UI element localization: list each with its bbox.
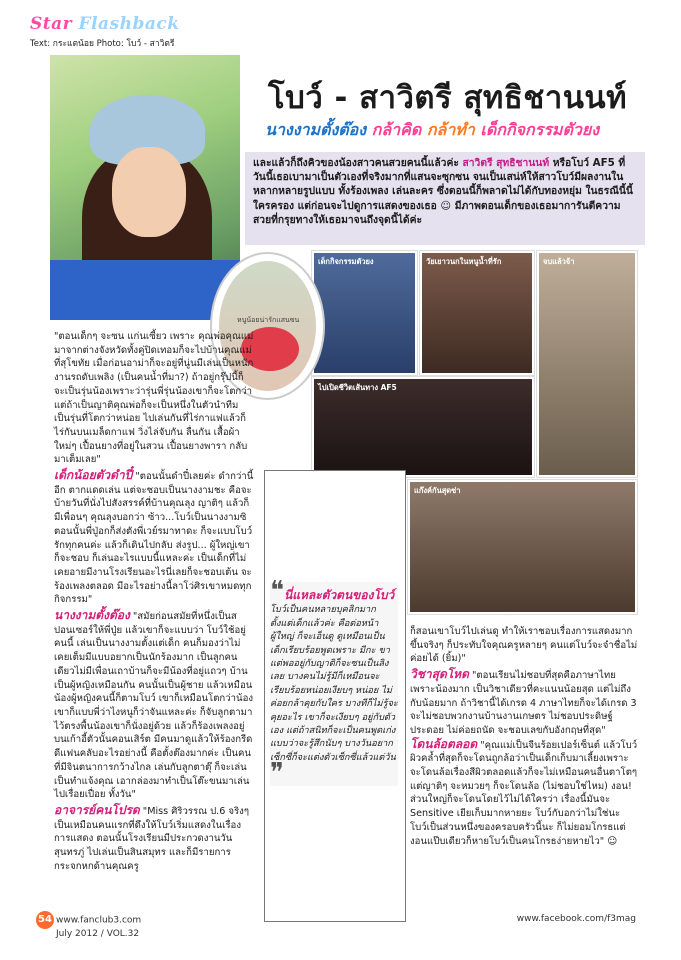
open-quote-icon: ❝ — [270, 576, 284, 606]
close-quote-icon: ❞ — [270, 758, 284, 789]
footer-issue: July 2012 / VOL.32 — [56, 929, 140, 939]
heading-teacher: อาจารย์คนโปรด — [54, 802, 140, 817]
photo-af5: ไปเปิดชีวิตเส้นทาง AF5 — [312, 377, 534, 477]
photo-childhood: วัยเยาวนกในหนูน้ำที่รัก — [420, 251, 534, 375]
photo-friends: แก๊งค์กันสุดซ่า — [408, 480, 637, 614]
heading-pageant: นางงามตั้งต๊อง — [54, 608, 130, 623]
main-portrait-photo — [50, 55, 240, 320]
heading-teased: โดนล้อตลอด — [410, 736, 478, 751]
right-column: ก็สอนเขาโบว์ไปเล่นดู ทำให้เราชอบเรื่องการแสดงมากขึ้นจริงๆ ก็ประทับใจคุณครูหลายๆ คนแต่โบว์จะจำชื่อไม่ค่อยได้ (ยิ้ม)" วิชาสุดโหด "ตอนเรียนไม่ชอบที่สุดคือภาษาไทย เพราะน้องมาก เป็นวิชาเดียวที่คะแนนน้อยสุด แต่ไม่ถึงกับน้อยมาก ถ้าวิชานี้ได้เกรด 4 ภาษาไทยก็จะได้เกรด 3 จะไม่ชอบพวกงานบ้านงานเกษตร ไม่ชอบประดิษฐ์ประดอย ไม่ค่อยถนัด จะชอบเลขกับอังกฤษที่สุด" โดนล้อตลอด "คุณแม่เป็นจีนร้อยเปอร์เซ็นต์ แล้วโบว์ผิวคล้ำที่สุดก็จะโดนถูกล้อว่าเป็นเด็กเก็บมาเลี้ยงเพราะจะโดนล้อเรื่องสีผิวตลอดแล้วก็จะไม่เหมือนคนอื่นตาโตๆ แต่ญาติๆ จะหมวยๆ ก็จะโดนล้อ (ไม่ชอบใช่ไหม) งอน! ส่วนใหญ่ก็จะโดนโดยไว้ไม่ได้ใครว่า เรื่องนี้มันจะ Sensitive เยียเก็บมากหายยะ โบว์กับอกว่าไม่ใช่นะ โบว์เป็นส่วนหนึ่งของครอบครัวนี้นะ ก็ไม่ยอมโกรธแต่งอนแป๊บเดียวก็หายโบว์เป็นคนโกรธง่ายหายไว" ☺ — [410, 626, 638, 847]
right-para-1: ก็สอนเขาโบว์ไปเล่นดู ทำให้เราชอบเรื่องการแสดงมากขึ้นจริงๆ ก็ประทับใจคุณครูหลายๆ คนแต่โบว์จะจำชื่อไม่ค่อยได้ (ยิ้ม)" — [410, 626, 638, 665]
photo-activity: เด็กกิจกรรมตัวยง — [312, 251, 417, 375]
footer-facebook[interactable]: www.facebook.com/f3mag — [516, 914, 636, 924]
footer-left — [36, 911, 141, 940]
footer-site[interactable]: www.fanclub3.com — [56, 915, 142, 926]
credit-line: Text: กระแตน้อย Photo: โบว์ - สาวิตรี — [30, 39, 175, 49]
section-header — [30, 14, 180, 34]
page-number: 54 — [36, 911, 54, 929]
photo-graduation: จบแล้วจ้า — [537, 251, 637, 477]
intro-paragraph: และแล้วก็ถึงคิวของน้องสาวคนสวยคนนี้แล้วค่ะ สาวิตรี สุทธิชานนท์ หรือโบว์ AF5 ที่วันนี้เธอเบามาเป็นตัวเองที่จริงมากที่แสนจะซุกซน จนเป็นเสน่ห์ให้สาวโบว์มีผลงานในหลากหลายรูปแบบ ทั้งร้องเพลง เล่นละคร ซึ่งตอนนี้ก็พลาดไม่ได้กับทองหยุ่ม ในธรณีนี้นี้ใครครอง แต่ก่อนจะไปดูการแสดงของเธอ ☺ มีภาพตอนเด็กของเธอมาการันตีความสวยที่กรุยทางให้เธอมาจนถึงจุดนี้ได้ค่ะ — [245, 152, 645, 245]
circle-caption: หนูน้อยน่ารักแสนซน — [237, 316, 300, 324]
article-subtitle: นางงามตั้งต๊อง กล้าคิด กล้าทำ เด็กกิจกรรมตัวยง — [265, 120, 600, 139]
article-title: โบว์ - สาวิตรี สุทธิชานนท์ — [268, 80, 628, 116]
heading-dark-kid: เด็กน้อยตัวดำปี๋ — [54, 468, 133, 483]
left-column: "ตอนเด็กๆ จะซน แก่นเซี้ยว เพราะ คุณพ่อคุณแม่มาจากต่างจังหวัดทั้งคู่ปิดเทอมก็จะไปบ้านคุณแม่ที่สุโขทัย เมื่อก่อนอาม่าก็จะอยู่ที่นู่นมีเล่นเป็นหนักงานรถดับเพลิง (เป็นคนน้ำที่มา?) ถ้าอยู่กรุ๊ปนี้ก็จะเป็นรุ่นน้องเพราะว่ารุ่นพี่รุ่นน้องเขาก็จะโตกว่า แต่ถ้าเป็นญาติคุณพ่อก็จะเป็นหนึ่งในตัวนำทีม เป็นรุ่นที่โตกว่าหน่อย ไปเล่นกันที่ไร่กาแฟแล้วก็ไร่กันบนเมล็ดกาแฟ วิ่งไล่จับกัน ลื่นกัน เสื้อผ้าใหม่ๆ เปื้อนยางที่อยู่ในสวน เปื้อนยางพารา กลับมาเต็มเลย" เด็กน้อยตัวดำปี๋ "ตอนนั้นดำปี๋เลยค่ะ ดำกว่านี้อีก ตากแดดเล่น แต่จะชอบเป็นนางงามชะ คือจะบ้ายวันที่นั่งไปสังสรรค์ที่บ้านคุณลุง ญาติๆ แล้วก็มีเพื่อนๆ คุณลุงบอกว่า ซ้าว...โบว์เป็นนางงามซิ ตอนนั้นพี่ปู่อกก็ส่งตังพี่เวย์รมาทาดะ ก็จะแบบโบว์รักทุกคนค่ะ แล้วก็เดินไปกลับ ส่งรูป... ผู้ใหญ่เขาก็จะชอบ ก็เล่นอะไรแบบนี้แหละค่ะ เป็นเด็กที่ไม่เคยอายมีงานโรงเรียนอะไรนี่เลยก็จะชอบเต้น จะร้องเพลงตลอด มีอะไรอย่างนี้ลาโว่ศิรเขาหมดทุกกิจกรรม" นางงามตั้งต๊อง "สมัยก่อนสมัยที่หนึ่งเป็นสปอนเซอร์ให้พี่ปู่ย แล้วเขาก็จะแบบว่า โบว์ใช้อยู่คนนี้ เล่นเป็นนางงามตั้งแต่เด็ก คนก็มองว่าไม่เคยเต็มมีแบบอยากเป็นนักร้องมาก เป็นลูกคนเดียวไม่มีเพื่อนเถาบ้านก็จะมีน้องที่อยู่แถวๆ บ้านเป็นผู้หญิงเหมือนกัน คนนั้นเป็นผู้ชาย แล้วเหมือนน้องผู้หญิงคนนี้ก็ตามโบว์ เขาก็เหมือนโตกว่าน้องเขาก็แบบพี่ว่าไงหนูก็ว่าจันแหละค่ะ ก็จับลูกตามาไว้ตรงพื้นน้องเขาก็นั่งอยู่ด้วย แล้วก็ร้องเพลงอยู่บนเก้าอี้ตัวนั้นคอนเสิร์ต มีคนมาดูแล้วให้ร้องกรีดดีแฟนคลับอะไรอย่างนี้ คือตั้งต๊องมากค่ะ เป็นคนที่มีจินตนาการกว้างไกล เล่นกับลูกตาตุ๊ ก็จะเล่น เป็นทำแจ้งคุณ เอากล่องมาทำเป็นโต๊ะขนมาเล่นไปเรื่อยเปื่อย ทั้งวัน" อาจารย์คนโปรด "Miss ศิริวรรณ ป.6 จริงๆ เป็นเหมือนคนแรกที่ดึงให้โบว์เริ่มแสดงในเรื่องการแสดง ตอนนั้นโรงเรียนมีประกวดงานวันสุนทรภู่ ไปเล่นเป็นสินสมุทร และก็มีรายการกระจกหกด้านคุณครู — [54, 331, 254, 872]
pull-quote: ❝นี่แหละตัวตนของโบว์ โบว์เป็นคนหลายบุคลิกมากตั้งแต่เด็กแล้วค่ะ คือต่อหน้าผู้ใหญ่ ก็จะเอ็นดู ดูเหมือนเป็นเด็กเรียบร้อยพูดเพราะ มีกะ ขา แต่พออยู่กับญาติก็จะซนเป็นลิงเลย บางคนไม่รู้มีก็เหมือนจะเรียบร้อยหน่อยเงียบๆ หน่อย ไม่ค่อยกล้าคุยกับใคร บางทีก็ไม่รู้จะคุยอะไร เขาก็จะเงียบๆ อยู่กับตัวเอง แต่ถ้าสนิทก็จะเป็นคนพูดเก่ง แบบว่าจะรู้สึกนับๆ บางวันอยากเซ็กซี่ก็จะแต่งตัวเซ็กซี่แล้วแต่วัน ❞ — [270, 576, 398, 789]
heading-tough-subject: วิชาสุดโหด — [410, 667, 469, 682]
left-para-1: "ตอนเด็กๆ จะซน แก่นเซี้ยว เพราะ คุณพ่อคุณแม่มาจากต่างจังหวัดทั้งคู่ปิดเทอมก็จะไปบ้านคุณแม่ที่สุโขทัย เมื่อก่อนอาม่าก็จะอยู่ที่นู่นมีเล่นเป็นหนักงานรถดับเพลิง (เป็นคนน้ำที่มา?) ถ้าอยู่กรุ๊ปนี้ก็จะเป็นรุ่นน้องเพราะว่ารุ่นพี่รุ่นน้องเขาก็จะโตกว่า แต่ถ้าเป็นญาติคุณพ่อก็จะเป็นหนึ่งในตัวนำทีม เป็นรุ่นที่โตกว่าหน่อย ไปเล่นกันที่ไร่กาแฟแล้วก็ไร่กันบนเมล็ดกาแฟ วิ่งไล่จับกัน ลื่นกัน เสื้อผ้าใหม่ๆ เปื้อนยางที่อยู่ในสวน เปื้อนยางพารา กลับมาเต็มเลย" — [54, 331, 254, 466]
section-title: Star Flashback — [30, 14, 180, 34]
